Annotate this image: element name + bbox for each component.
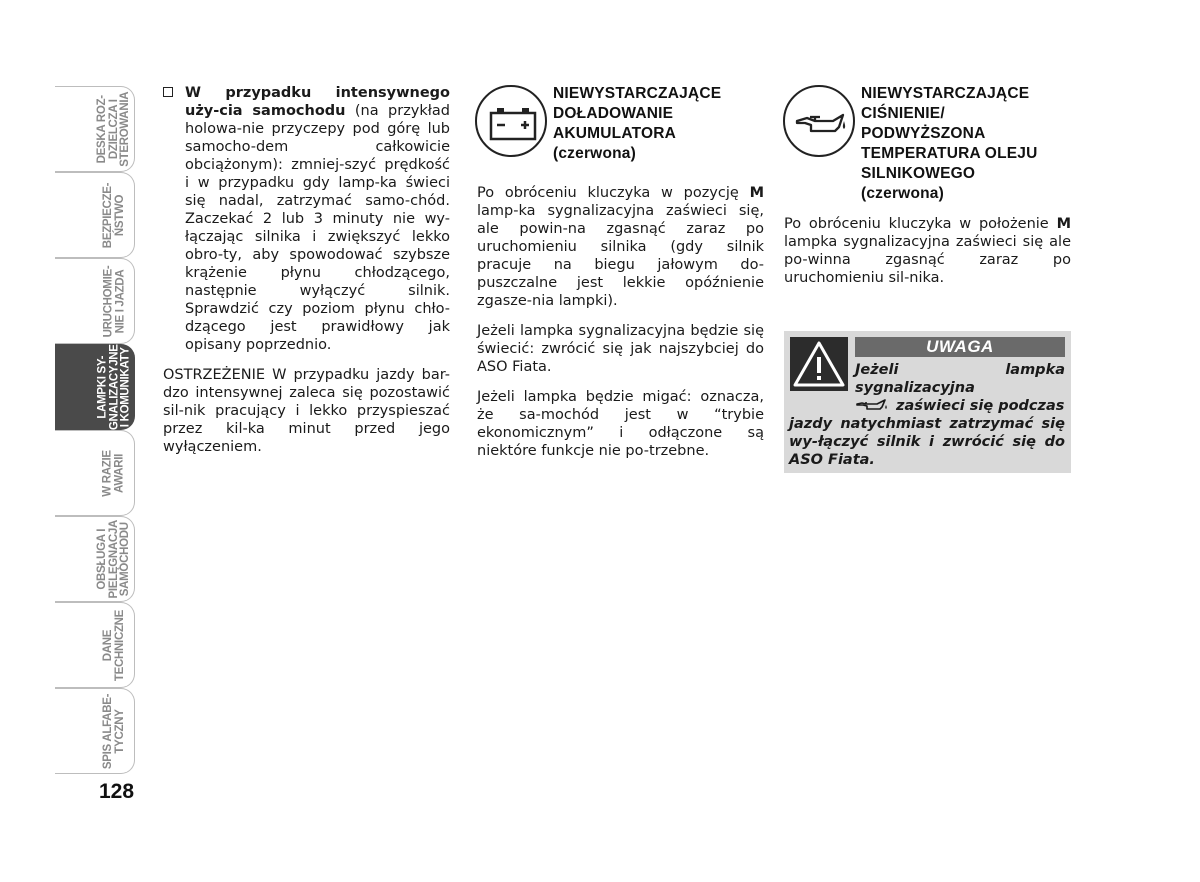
- heading-line: SILNIKOWEGO: [861, 165, 976, 182]
- oil-can-icon: [783, 85, 855, 157]
- oil-text: [784, 215, 1071, 299]
- warning-line: zaświeci się podczas: [789, 397, 1065, 415]
- checkbox-bullet-icon: [163, 87, 173, 97]
- warning-text: [789, 361, 1065, 469]
- tab-label: OBSŁUGA I PIELĘGNACJA SAMOCHODU: [96, 519, 132, 599]
- tab-label: W RAZIE AWARII: [102, 449, 126, 497]
- key-position: M: [1056, 216, 1071, 232]
- tab-label: DANE TECHNICZNE: [102, 609, 126, 681]
- warning-box: [784, 331, 1071, 473]
- left-column: [163, 84, 450, 468]
- tab-uruchomienie-i-jazda[interactable]: [55, 258, 135, 344]
- tab-label: LAMPKI SY- GNALIZACYJNE I KOMUNIKATY: [96, 344, 132, 430]
- tab-label: DESKA ROZ- DZIELCZA I STEROWANIA: [96, 91, 132, 167]
- warning-line: jazdy natychmiast zatrzymać się wy-łączyć silnik i zwrócić się do ASO Fiata.: [789, 416, 1065, 468]
- tab-obsluga-i-pielegnacja[interactable]: [55, 516, 135, 602]
- heading-color-note: (czerwona): [553, 145, 636, 162]
- key-position: M: [749, 185, 764, 201]
- heading-line: TEMPERATURA OLEJU: [861, 145, 1038, 162]
- tab-label: URUCHOMIE- NIE I JAZDA: [102, 265, 126, 337]
- paragraph: Po obróceniu kluczyka w położenie M lampka sygnalizacyjna zaświeci się ale po-winna zgasnąć zaraz po uruchomieniu sil-nika.: [784, 216, 1071, 286]
- tab-bezpieczenstwo[interactable]: [55, 172, 135, 258]
- page-number: 128: [99, 780, 135, 803]
- tab-dane-techniczne[interactable]: [55, 602, 135, 688]
- heading-line: CIŚNIENIE/: [861, 105, 945, 122]
- tab-label: BEZPIECZE- ŃSTWO: [102, 182, 126, 248]
- heading-line: NIEWYSTARCZAJĄCE: [861, 85, 1030, 102]
- heading-line: AKUMULATORA: [553, 125, 677, 142]
- heading-color-note: (czerwona): [861, 185, 944, 202]
- list-item: [163, 84, 450, 354]
- battery-icon: [475, 85, 547, 157]
- tab-label: SPIS ALFABE- TYCZNY: [102, 693, 126, 769]
- warning-line: Jeżeli lampka sygnalizacyjna: [855, 362, 1065, 396]
- bullet-text: (na przykład holowa-nie przyczepy pod górę lub samocho-dem całkowicie obciążonym): zmniej-szyć prędkość i w przypadku gdy lamp-ka świeci się nadal, zatrzymać samo-chód. Zaczekać 2 lub 3 minuty nie wy-łączając silnika i zwiększyć lekko obro-ty, aby spowodować szybsze krążenie płynu chłodzącego, następnie wyłączyć silnik. Sprawdzić czy poziom płynu chło-dzącego jest prawidłowy jak opisany poprzednio.: [185, 103, 450, 353]
- warning-paragraph: OSTRZEŻENIE W przypadku jazdy bar-dzo intensywnej zaleca się pozostawić sil-nik pracujący i lekko przyspieszać przez kil-ka minut przed jego wyłączeniem.: [163, 367, 450, 455]
- oil-can-icon: [855, 398, 891, 412]
- bullet-bold-text: W przypadku intensywnego uży-cia samochodu: [185, 85, 450, 119]
- paragraph: Jeżeli lampka będzie migać: oznacza, że sa-mochód jest w “trybie ekonomicznym” i odłączone są niektóre funkcje nie po-trzebne.: [477, 389, 764, 459]
- battery-text: [477, 184, 764, 472]
- tab-lampki-sygnalizacyjne[interactable]: [55, 344, 135, 430]
- oil-heading: [861, 84, 1081, 204]
- heading-line: PODWYŻSZONA: [861, 125, 986, 142]
- heading-line: NIEWYSTARCZAJĄCE: [553, 85, 722, 102]
- tab-w-razie-awarii[interactable]: [55, 430, 135, 516]
- warning-title: UWAGA: [855, 337, 1065, 357]
- battery-heading: [553, 84, 773, 164]
- tab-spis-alfabetyczny[interactable]: [55, 688, 135, 774]
- heading-line: DOŁADOWANIE: [553, 105, 674, 122]
- paragraph: Jeżeli lampka sygnalizacyjna będzie się świecić: zwrócić się jak najszybciej do ASO Fiata.: [477, 323, 764, 375]
- tab-deska-rozdzielcza[interactable]: [55, 86, 135, 172]
- paragraph: Po obróceniu kluczyka w pozycję M lamp-ka sygnalizacyjna zaświeci się, ale powin-na zgasnąć zaraz po uruchomieniu silnika (gdy silnik pracuje na biegu jałowym do-puszczalne jest lekkie opóźnienie zgasze-nia lampki).: [477, 185, 764, 309]
